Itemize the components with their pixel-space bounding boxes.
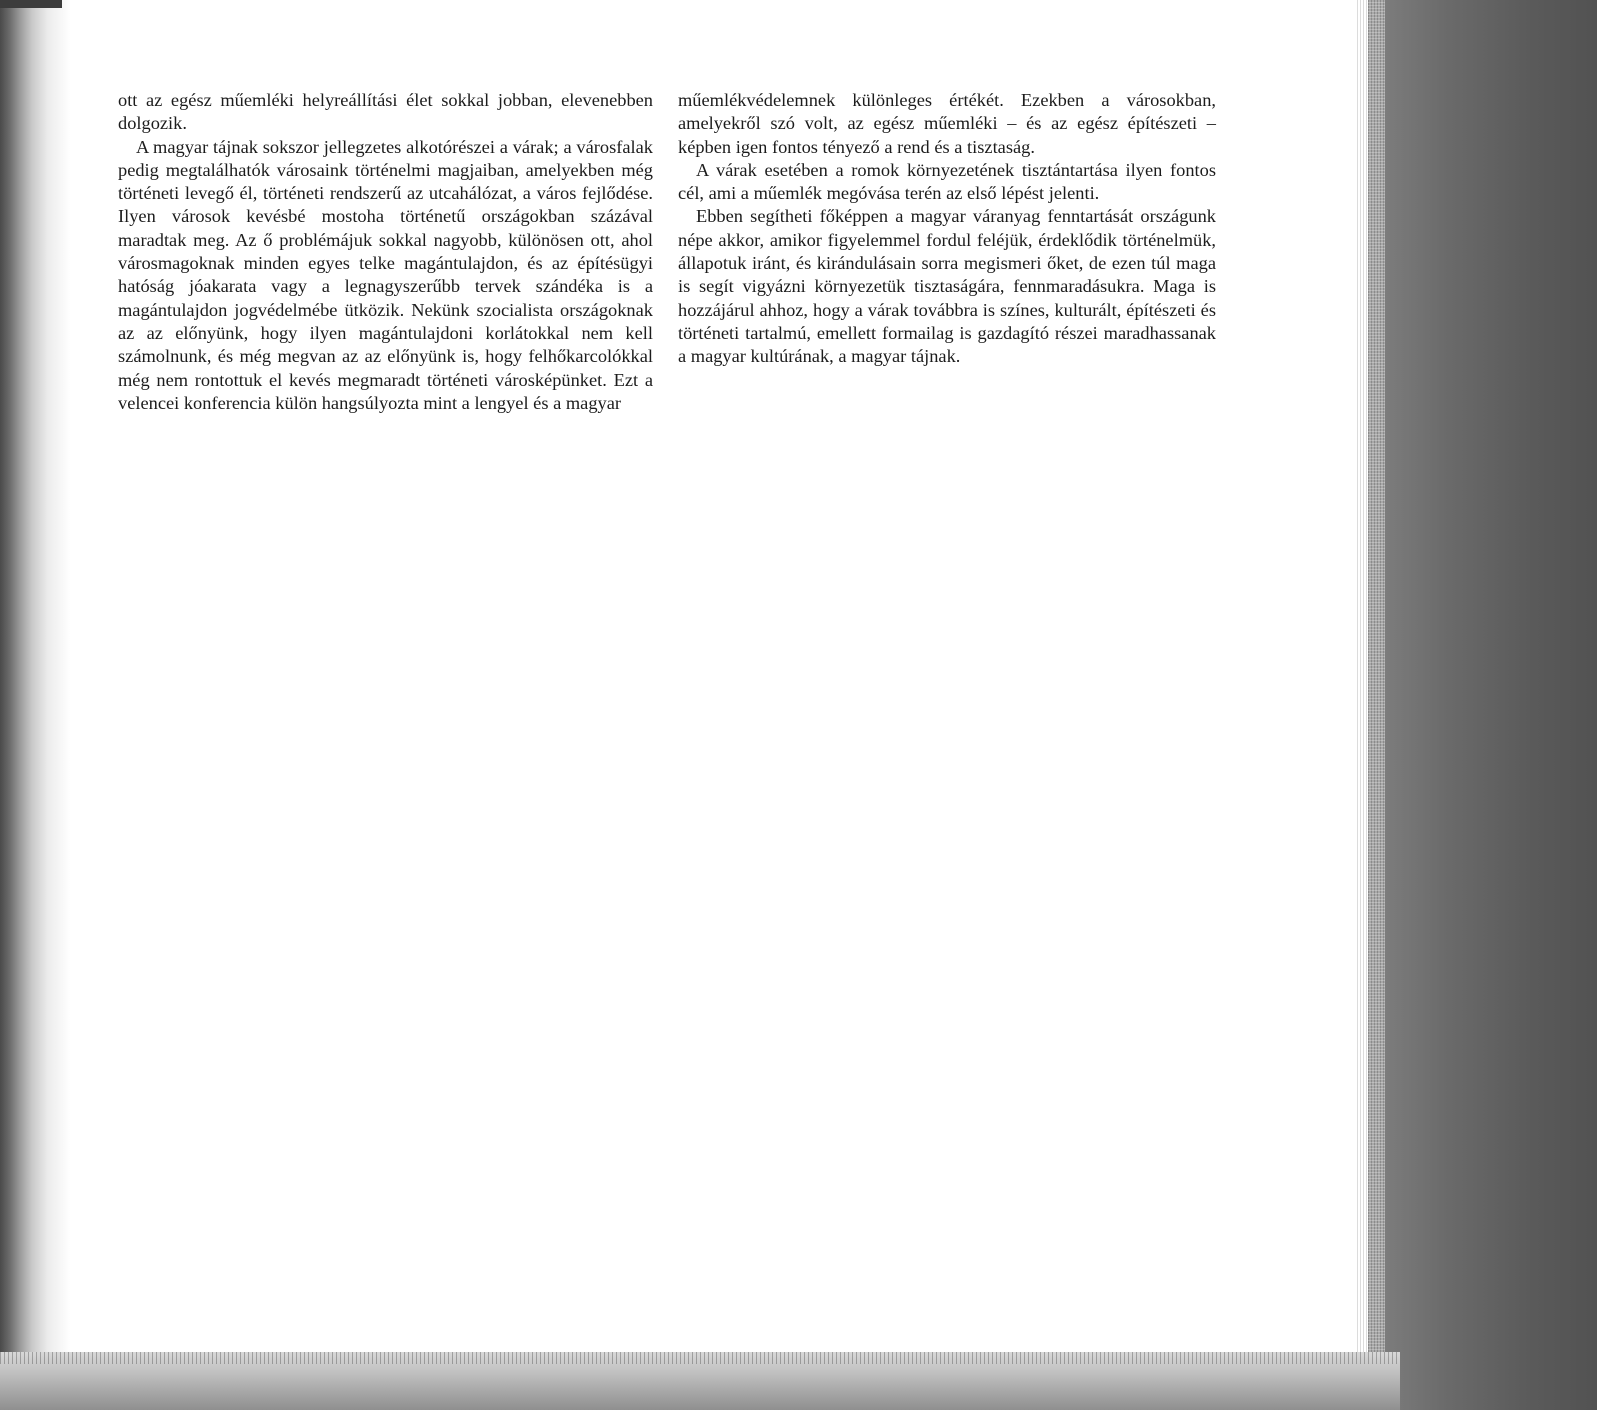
binding-top-edge bbox=[0, 0, 62, 8]
paragraph: A magyar tájnak sokszor jellegzetes alkotórészei a várak; a városfalak pedig megtalálhatók városaink történelmi magjaiban, amelyekben még történeti levegő él, történeti rendszerű az utcahálózat, a város fejlődése. Ilyen városok kevésbé mostoha történetű országokban százával maradtak meg. Az ő problémájuk sokkal nagyobb, különösen ott, ahol városmagoknak minden egyes telke magántulajdon, és az építésügyi hatóság jóakarata vagy a legnagyszerűbb tervek szándéka is a magántulajdon jogvédelmébe ütközik. Nekünk szocialista országoknak az az előnyünk, hogy ilyen magántulajdoni korlátokkal nem kell számolnunk, és még megvan az az előnyünk is, hogy felhőkarcolókkal még nem rontottuk el kevés megmaradt történeti városképünket. Ezt a velencei konferencia külön hangsúlyozta mint a lengyel és a magyar bbox=[118, 136, 653, 413]
page-stack-edge bbox=[1355, 0, 1368, 1410]
paragraph: műemlékvédelemnek különleges értékét. Ezekben a városokban, amelyekről szó volt, az egész műemléki – és az egész építészeti – képben igen fontos tényező a rend és a tisztaság. bbox=[678, 90, 1216, 157]
binding-gutter-shadow bbox=[0, 0, 70, 1410]
paragraph: A várak esetében a romok környezetének tisztántartása ilyen fontos cél, ami a műemlék megóvása terén az első lépést jelenti. bbox=[678, 159, 1216, 204]
left-text-column bbox=[118, 89, 653, 415]
paragraph: Ebben segítheti főképpen a magyar váranyag fenntartását országunk népe akkor, amikor figyelemmel fordul feléjük, érdeklődik történelmük, állapotuk iránt, és kirándulásain sorra megismeri őket, de ezen túl maga is segít vigyázni környezetük tisztaságára, fennmaradásukra. Maga is hozzájárul ahhoz, hogy a várak továbbra is színes, kulturált, építészeti és történeti tartalmú, emellett formailag is gazdagító részei maradhassanak a magyar kultúrának, a magyar tájnak. bbox=[678, 206, 1216, 367]
paragraph: ott az egész műemléki helyreállítási élet sokkal jobban, elevenebben dolgozik. bbox=[118, 90, 653, 134]
bottom-book-edge bbox=[0, 1352, 1400, 1410]
right-text-column bbox=[678, 89, 1216, 369]
scanner-background bbox=[1385, 0, 1597, 1410]
